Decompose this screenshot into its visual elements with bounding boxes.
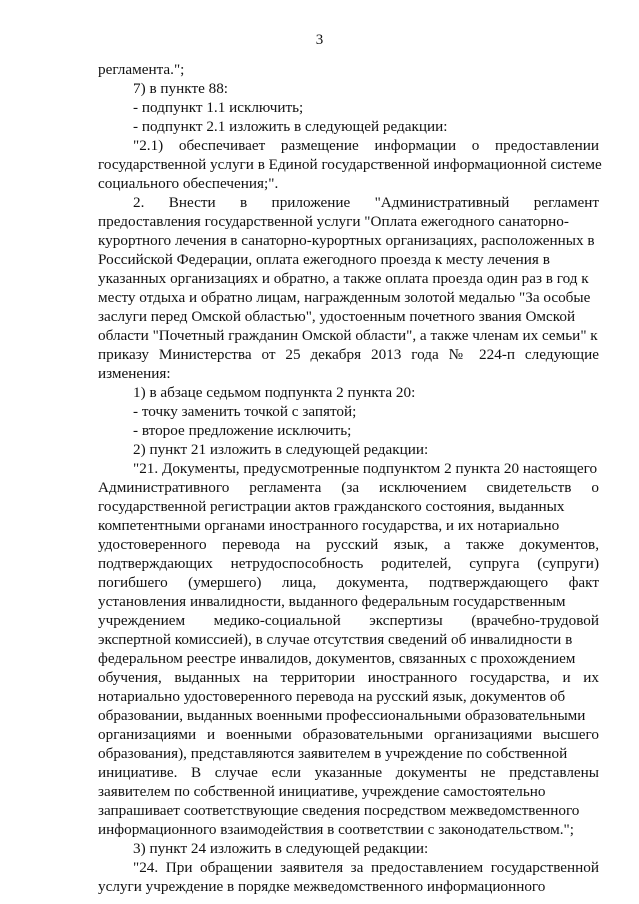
text-line: 3) пункт 24 изложить в следующей редакции: (133, 840, 429, 857)
text-line: курортного лечения в санаторно-курортных организациях, расположенных в (98, 232, 595, 249)
text-line: социального обеспечения;". (98, 175, 279, 192)
text-line: образования), представляются заявителем в учреждение по собственной (98, 745, 568, 762)
text-line: - подпункт 1.1 исключить; (133, 99, 304, 116)
text-line: "24. При обращении заявителя за предоставлением государственной (133, 859, 599, 876)
text-line: погибшего (умершего) лица, документа, подтверждающего факт (98, 574, 599, 591)
text-line: государственной регистрации актов гражданского состояния, выданных (98, 498, 565, 515)
text-line: заслуги перед Омской областью", удостоенным почетного звания Омской (98, 308, 576, 325)
text-line: заявителем по собственной инициативе, учреждение самостоятельно (98, 783, 546, 800)
text-line: подтверждающих нетрудоспособность родителей, супруга (супруги) (98, 555, 599, 572)
text-line: запрашивает соответствующие сведения посредством межведомственного (98, 802, 580, 819)
text-line: - подпункт 2.1 изложить в следующей редакции: (133, 118, 448, 135)
text-line: месту отдыха и обратно лицам, награжденным золотой медалью "За особые (98, 289, 591, 306)
text-line: 2. Внести в приложение "Административный регламент (133, 194, 599, 211)
text-line: информационного взаимодействия в соответствии с законодательством."; (98, 821, 574, 838)
text-line: учреждением медико-социальной экспертизы (врачебно-трудовой (98, 612, 599, 629)
text-line: образовании, выданных военными профессиональными образовательными (98, 707, 586, 724)
text-line: государственной услуги в Единой государственной информационной системе (98, 156, 602, 173)
text-line: предоставления государственной услуги "Оплата ежегодного санаторно- (98, 213, 569, 230)
text-line: организациями и военными образовательными организациями высшего (98, 726, 599, 743)
text-line: инициативе. В случае если указанные документы не представлены (98, 764, 599, 781)
text-line: - второе предложение исключить; (133, 422, 352, 439)
text-line: - точку заменить точкой с запятой; (133, 403, 357, 420)
text-line: приказу Министерства от 25 декабря 2013 года № 224-п следующие (98, 346, 599, 363)
text-line: 2) пункт 21 изложить в следующей редакции: (133, 441, 429, 458)
text-line: экспертной комиссией), в случае отсутствия сведений об инвалидности в (98, 631, 573, 648)
text-line: изменения: (98, 365, 171, 382)
page-number: 3 (315, 32, 324, 48)
text-line: "2.1) обеспечивает размещение информации о предоставлении (133, 137, 599, 154)
text-line: 7) в пункте 88: (133, 80, 229, 97)
text-line: услуги учреждение в порядке межведомственного информационного (98, 878, 546, 895)
text-line: "21. Документы, предусмотренные подпунктом 2 пункта 20 настоящего (133, 460, 598, 477)
text-line: Российской Федерации, оплата ежегодного проезда к месту лечения в (98, 251, 550, 268)
text-line: нотариально удостоверенного перевода на русский язык, документов об (98, 688, 566, 705)
text-line: удостоверенного перевода на русский язык, а также документов, (98, 536, 599, 553)
text-line: регламента."; (98, 61, 185, 78)
text-line: обучения, выданных на территории иностранного государства, и их (98, 669, 599, 686)
text-line: указанных организациях и обратно, а также оплата проезда один раз в год к (98, 270, 589, 287)
text-line: установления инвалидности, выданного федеральным государственным (98, 593, 566, 610)
text-line: федеральном реестре инвалидов, документов, связанных с прохождением (98, 650, 576, 667)
text-line: 1) в абзаце седьмом подпункта 2 пункта 20: (133, 384, 416, 401)
text-line: Административного регламента (за исключением свидетельств о (98, 479, 599, 496)
text-line: области "Почетный гражданин Омской области", а также членам их семьи" к (98, 327, 598, 344)
text-line: компетентными органами иностранного государства, и их нотариально (98, 517, 560, 534)
